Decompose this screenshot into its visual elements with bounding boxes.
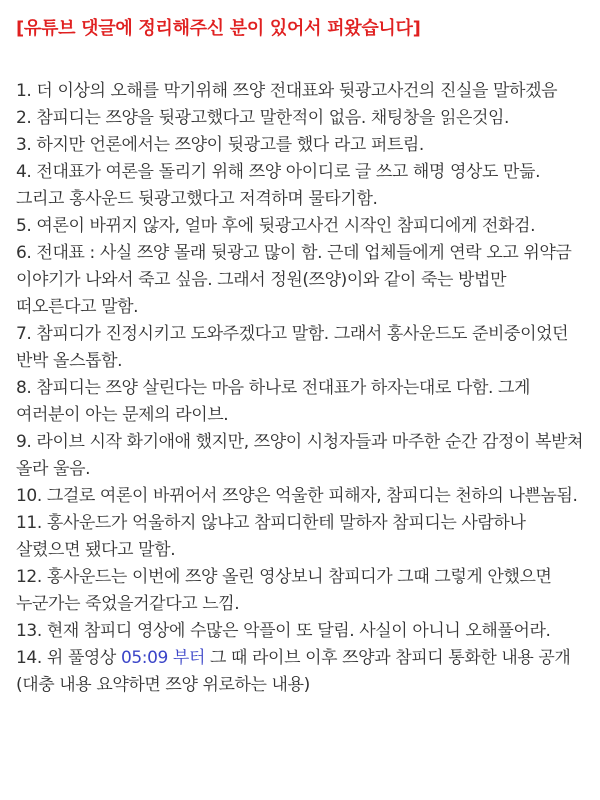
post-header: [유튜브 댓글에 정리해주신 분이 있어서 퍼왔습니다] bbox=[16, 18, 421, 39]
list-item: 3. 하지만 언론에서는 쯔양이 뒷광고를 했다 라고 퍼트림. bbox=[16, 135, 424, 155]
list-item: 5. 여론이 바뀌지 않자, 얼마 후에 뒷광고사건 시작인 참피디에게 전화검. bbox=[16, 216, 536, 236]
list-item: 8. 참피디는 쯔양 살린다는 마음 하나로 전대표가 하자는대로 다함. 그게 여러분이 아는 문제의 라이브. bbox=[16, 378, 531, 425]
list-item: 12. 홍사운드는 이번에 쯔양 올린 영상보니 참피디가 그때 그렇게 안했으면 누군가는 죽었을거같다고 느낌. bbox=[16, 567, 552, 614]
list-item-with-timestamp bbox=[16, 645, 586, 699]
timestamp-link[interactable]: 05:09 부터 bbox=[120, 648, 205, 668]
list-item: 6. 전대표 : 사실 쯔양 몰래 뒷광고 많이 함. 근데 업체들에게 연락 오고 위약금 이야기가 나와서 죽고 싶음. 그래서 정원(쯔양)이와 같이 죽는 방법만 떠오른다고 말함. bbox=[16, 243, 572, 317]
item-prefix: 14. 위 풀영상 bbox=[16, 648, 121, 668]
list-item: 2. 참피디는 쯔양을 뒷광고했다고 말한적이 없음. 채팅창을 읽은것임. bbox=[16, 108, 510, 128]
list-item: 11. 홍사운드가 억울하지 않냐고 참피디한테 말하자 참피디는 사람하나 살렸으면 됐다고 말함. bbox=[16, 513, 526, 560]
summary-list bbox=[16, 78, 586, 699]
item-suffix: 그 때 라이브 이후 쯔양과 참피디 통화한 내용 공개 (대충 내용 요약하면 쯔양 위로하는 내용) bbox=[16, 648, 571, 695]
list-item: 7. 참피디가 진정시키고 도와주겠다고 말함. 그래서 홍사운드도 준비중이었던 반박 올스톱함. bbox=[16, 324, 569, 371]
list-item: 10. 그걸로 여론이 바뀌어서 쯔양은 억울한 피해자, 참피디는 천하의 나쁜놈됨. bbox=[16, 486, 578, 506]
list-item: 9. 라이브 시작 화기애애 했지만, 쯔양이 시청자들과 마주한 순간 감정이 복받쳐 올라 울음. bbox=[16, 432, 584, 479]
list-item: 4. 전대표가 여론을 돌리기 위해 쯔양 아이디로 글 쓰고 해명 영상도 만듦. 그리고 홍사운드 뒷광고했다고 저격하며 물타기함. bbox=[16, 162, 541, 209]
list-item: 1. 더 이상의 오해를 막기위해 쯔양 전대표와 뒷광고사건의 진실을 말하겠음 bbox=[16, 81, 558, 101]
list-item: 13. 현재 참피디 영상에 수많은 악플이 또 달림. 사실이 아니니 오해풀어라. bbox=[16, 621, 551, 641]
